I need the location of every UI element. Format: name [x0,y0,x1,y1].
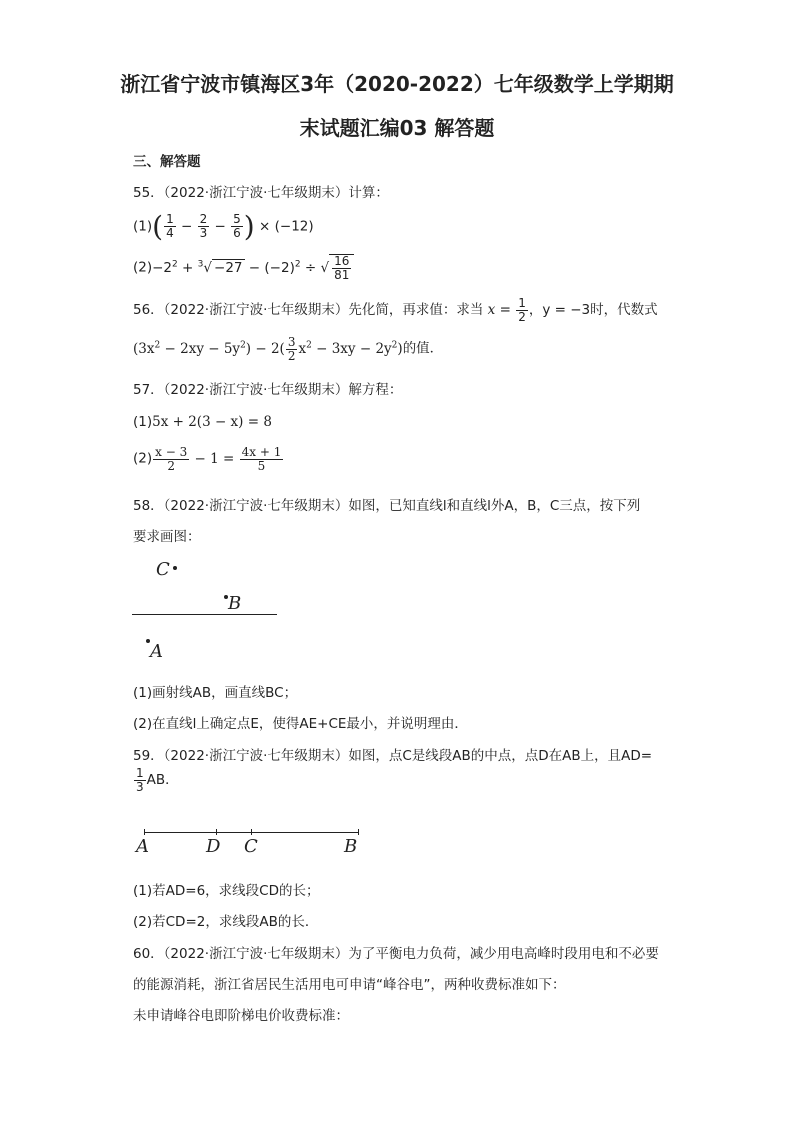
q59-label-c: C [244,836,258,857]
q58-point-c-label: C [156,559,170,580]
q58-part2: (2)在直线l上确定点E，使得AE+CE最小，并说明理由． [133,716,468,732]
q59-header-cont-text: AB． [146,772,179,789]
q59-header-cont: $\frac{1}{3}$ AB． [136,766,179,794]
q55-part1: (1)( $\frac{1}{4}$ − $\frac{2}{3}$ − $\frac{5}{6}$ ) × (−12) [133,210,314,243]
q55-part1-label: (1) [133,218,153,235]
q56-header-b: ，y = −3时，代数式 [528,302,658,319]
q59-part1: (1)若AD=6，求线段CD的长； [133,883,320,899]
q56-header: 56．（2022·浙江宁波·七年级期末）先化简，再求值：求当 x = $\frac{1}{2}$ ，y = −3时，代数式 [133,296,658,324]
q58-header-cont: 要求画图： [133,529,201,545]
q56-tail: 的值． [402,340,444,357]
q55-part2-formula: $-2^2 + ^3√ -27 - (-2)^2$ ÷ √ $\frac{16}{81}$ [152,260,354,276]
q55-header: 55．（2022·浙江宁波·七年级期末）计算： [133,185,389,201]
q59-tick-d [216,829,217,835]
q56-header-a: 56．（2022·浙江宁波·七年级期末）先化简，再求值：求当 [133,302,484,319]
q58-point-a-label: A [150,641,163,662]
q58-point-c [173,566,177,570]
q59-figure [130,822,370,862]
doc-title-line2: 末试题汇编03 解答题 [299,116,495,140]
q60-line2: 的能源消耗，浙江省居民生活用电可申请“峰谷电”，两种收费标准如下： [133,977,566,993]
q58-part1: (1)画射线AB，画直线BC； [133,685,298,701]
q57-part1 [133,414,272,430]
q60-line3: 未申请峰谷电即阶梯电价收费标准： [133,1008,349,1024]
q58-point-b-label: B [228,593,242,614]
q59-label-a: A [136,836,149,857]
q59-header: 59．（2022·浙江宁波·七年级期末）如图，点C是线段AB的中点，点D在AB上，且AD= [133,748,653,764]
q59-tick-b [358,829,359,835]
q57-part1-label: (1) [133,414,153,430]
q59-label-b: B [344,836,358,857]
q57-part2-equation: $\frac{x - 3}{2}$ − 1 = $\frac{4x + 1}{5}$ [155,445,282,473]
section-heading: 三、解答题 [133,154,201,170]
q58-line-l [132,614,277,615]
q56-expression: $(3x^2 - 2xy - 5y^2) - 2$( $\frac{3}{2}$ $x^2 - 3xy - 2y^2$)的值． [133,335,444,363]
q58-figure [130,555,290,665]
q59-tick-c [251,829,252,835]
q58-header: 58．（2022·浙江宁波·七年级期末）如图，已知直线l和直线l外A，B，C三点，按下列 [133,498,641,514]
q59-label-d: D [206,836,221,857]
q59-tick-a [144,829,145,835]
q60-header: 60．（2022·浙江宁波·七年级期末）为了平衡电力负荷，减少用电高峰时段用电和不必要 [133,946,659,962]
q57-part1-equation: 5x + 2(3 − x) = 8 [152,414,272,430]
q59-part2: (2)若CD=2，求线段AB的长． [133,914,319,930]
q57-part2-label: (2) [133,450,153,467]
q55-part1-formula: ( [152,210,164,243]
q55-part2-label: (2) [133,259,153,276]
doc-title-line1: 浙江省宁波市镇海区3年（2020-2022）七年级数学上学期期 [120,72,674,96]
q57-header: 57．（2022·浙江宁波·七年级期末）解方程： [133,382,403,398]
q57-part2 [133,446,284,472]
q55-part2 [133,254,354,281]
